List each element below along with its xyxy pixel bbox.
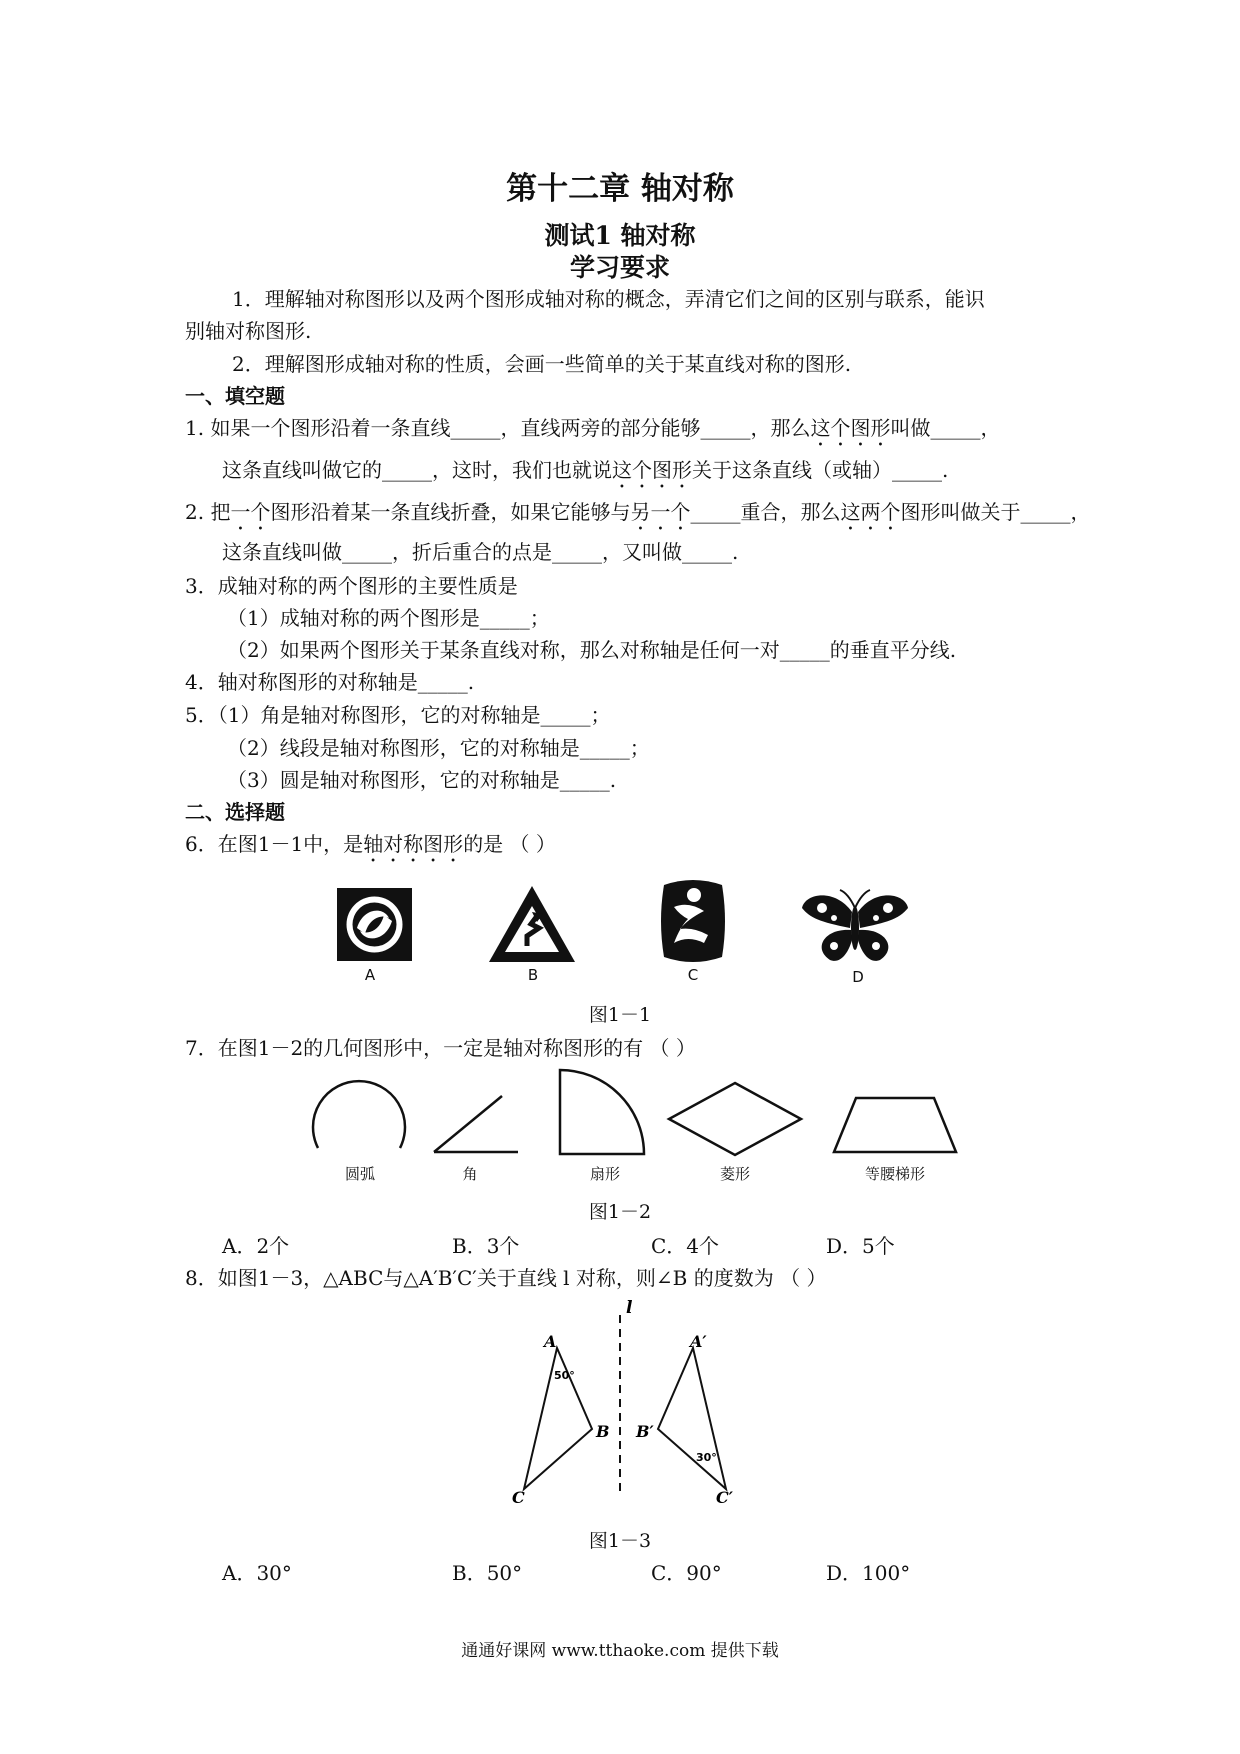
requirements-title: 学习要求 bbox=[569, 253, 670, 282]
angle-a-label: 50° bbox=[554, 1369, 575, 1382]
point-a-prime: A′ bbox=[690, 1332, 707, 1351]
question-1-line-1: 1. 如果一个图形沿着一条直线_____，直线两旁的部分能够_____，那么这个图形叫做_____， bbox=[185, 416, 1001, 440]
question-8-option-b: B．50° bbox=[452, 1561, 523, 1585]
figure-1-2-label-trapezoid: 等腰梯形 bbox=[864, 1165, 925, 1183]
figure-1-1-warning-sign-b bbox=[487, 884, 577, 964]
figure-1-1-label-c: C bbox=[687, 966, 699, 984]
question-7-option-c: C．4个 bbox=[651, 1234, 720, 1258]
point-b-prime: B′ bbox=[636, 1422, 654, 1441]
question-3-sub-2: （2）如果两个图形关于某条直线对称，那么对称轴是任何一对_____的垂直平分线. bbox=[227, 638, 957, 662]
angle-c-prime-label: 30° bbox=[696, 1451, 717, 1464]
requirement-1a: 1．理解轴对称图形以及两个图形成轴对称的概念，弄清它们之间的区别与联系，能识 bbox=[232, 287, 985, 311]
figure-1-2-arc bbox=[300, 1078, 420, 1153]
question-5-sub-1: 5．（1）角是轴对称图形，它的对称轴是_____； bbox=[185, 703, 611, 727]
figure-1-1-caption: 图1－1 bbox=[588, 1004, 652, 1026]
figure-1-2-isosceles-trapezoid bbox=[830, 1094, 960, 1156]
figure-1-2-label-angle: 角 bbox=[462, 1165, 478, 1183]
figure-1-1-label-d: D bbox=[852, 968, 864, 986]
test-title: 测试1 轴对称 bbox=[544, 221, 696, 250]
section-fill-blank: 一、填空题 bbox=[185, 384, 285, 408]
question-8: 8．如图1－3，△ABC与△A′B′C′关于直线 l 对称，则∠B 的度数为 （ ） bbox=[185, 1266, 827, 1290]
question-6: 6．在图1－1中，是轴对称图形的是 （ ） bbox=[185, 832, 556, 856]
figure-1-1-emblem-a bbox=[337, 888, 412, 961]
question-3: 3．成轴对称的两个图形的主要性质是 bbox=[185, 574, 518, 598]
figure-1-2-label-rhombus: 菱形 bbox=[719, 1165, 750, 1183]
figure-1-1-label-a: A bbox=[364, 966, 376, 984]
question-8-option-d: D．100° bbox=[826, 1561, 911, 1585]
page-footer: 通通好课网 www.tthaoke.com 提供下载 bbox=[461, 1641, 779, 1661]
figure-1-2-label-sector: 扇形 bbox=[589, 1165, 620, 1183]
requirement-1b: 别轴对称图形. bbox=[185, 319, 312, 343]
figure-1-1-label-b: B bbox=[527, 966, 539, 984]
question-7-option-a: A．2个 bbox=[222, 1234, 290, 1258]
figure-1-2-label-arc: 圆弧 bbox=[344, 1165, 375, 1183]
section-multiple-choice: 二、选择题 bbox=[185, 800, 285, 824]
figure-1-1-seal-c bbox=[658, 877, 728, 964]
figure-1-3-triangles bbox=[500, 1298, 750, 1507]
point-b: B bbox=[596, 1422, 610, 1441]
point-c-prime: C′ bbox=[716, 1488, 733, 1507]
question-4: 4．轴对称图形的对称轴是_____. bbox=[185, 670, 475, 694]
question-2-line-1: 2. 把一个图形沿着某一条直线折叠，如果它能够与另一个_____重合，那么这两个图形叫做关于_____， bbox=[185, 500, 1091, 524]
point-a: A bbox=[544, 1332, 557, 1351]
question-8-option-c: C．90° bbox=[651, 1561, 722, 1585]
question-5-sub-3: （3）圆是轴对称图形，它的对称轴是_____. bbox=[227, 768, 617, 792]
question-7: 7．在图1－2的几何图形中，一定是轴对称图形的有 （ ） bbox=[185, 1036, 696, 1060]
question-8-option-a: A．30° bbox=[222, 1561, 292, 1585]
question-7-option-b: B．3个 bbox=[452, 1234, 520, 1258]
figure-1-2-rhombus bbox=[666, 1080, 804, 1158]
figure-1-1-butterfly-d bbox=[800, 888, 910, 968]
axis-label-l: l bbox=[626, 1298, 633, 1318]
question-2-line-2: 这条直线叫做_____，折后重合的点是_____，又叫做_____. bbox=[222, 540, 739, 564]
figure-1-2-sector bbox=[556, 1066, 648, 1158]
figure-1-3-caption: 图1－3 bbox=[588, 1530, 652, 1552]
question-7-option-d: D．5个 bbox=[826, 1234, 895, 1258]
point-c: C bbox=[512, 1488, 525, 1507]
question-3-sub-1: （1）成轴对称的两个图形是_____； bbox=[227, 606, 550, 630]
question-1-line-2: 这条直线叫做它的_____，这时，我们也就说这个图形关于这条直线（或轴）_____. bbox=[222, 458, 949, 482]
question-5-sub-2: （2）线段是轴对称图形，它的对称轴是_____； bbox=[227, 736, 650, 760]
figure-1-2-angle bbox=[430, 1090, 522, 1156]
figure-1-2-caption: 图1－2 bbox=[588, 1201, 652, 1223]
triangle-a-prime-b-prime-c-prime bbox=[658, 1348, 726, 1489]
requirement-2: 2．理解图形成轴对称的性质，会画一些简单的关于某直线对称的图形. bbox=[232, 352, 852, 376]
chapter-title: 第十二章 轴对称 bbox=[506, 171, 734, 207]
